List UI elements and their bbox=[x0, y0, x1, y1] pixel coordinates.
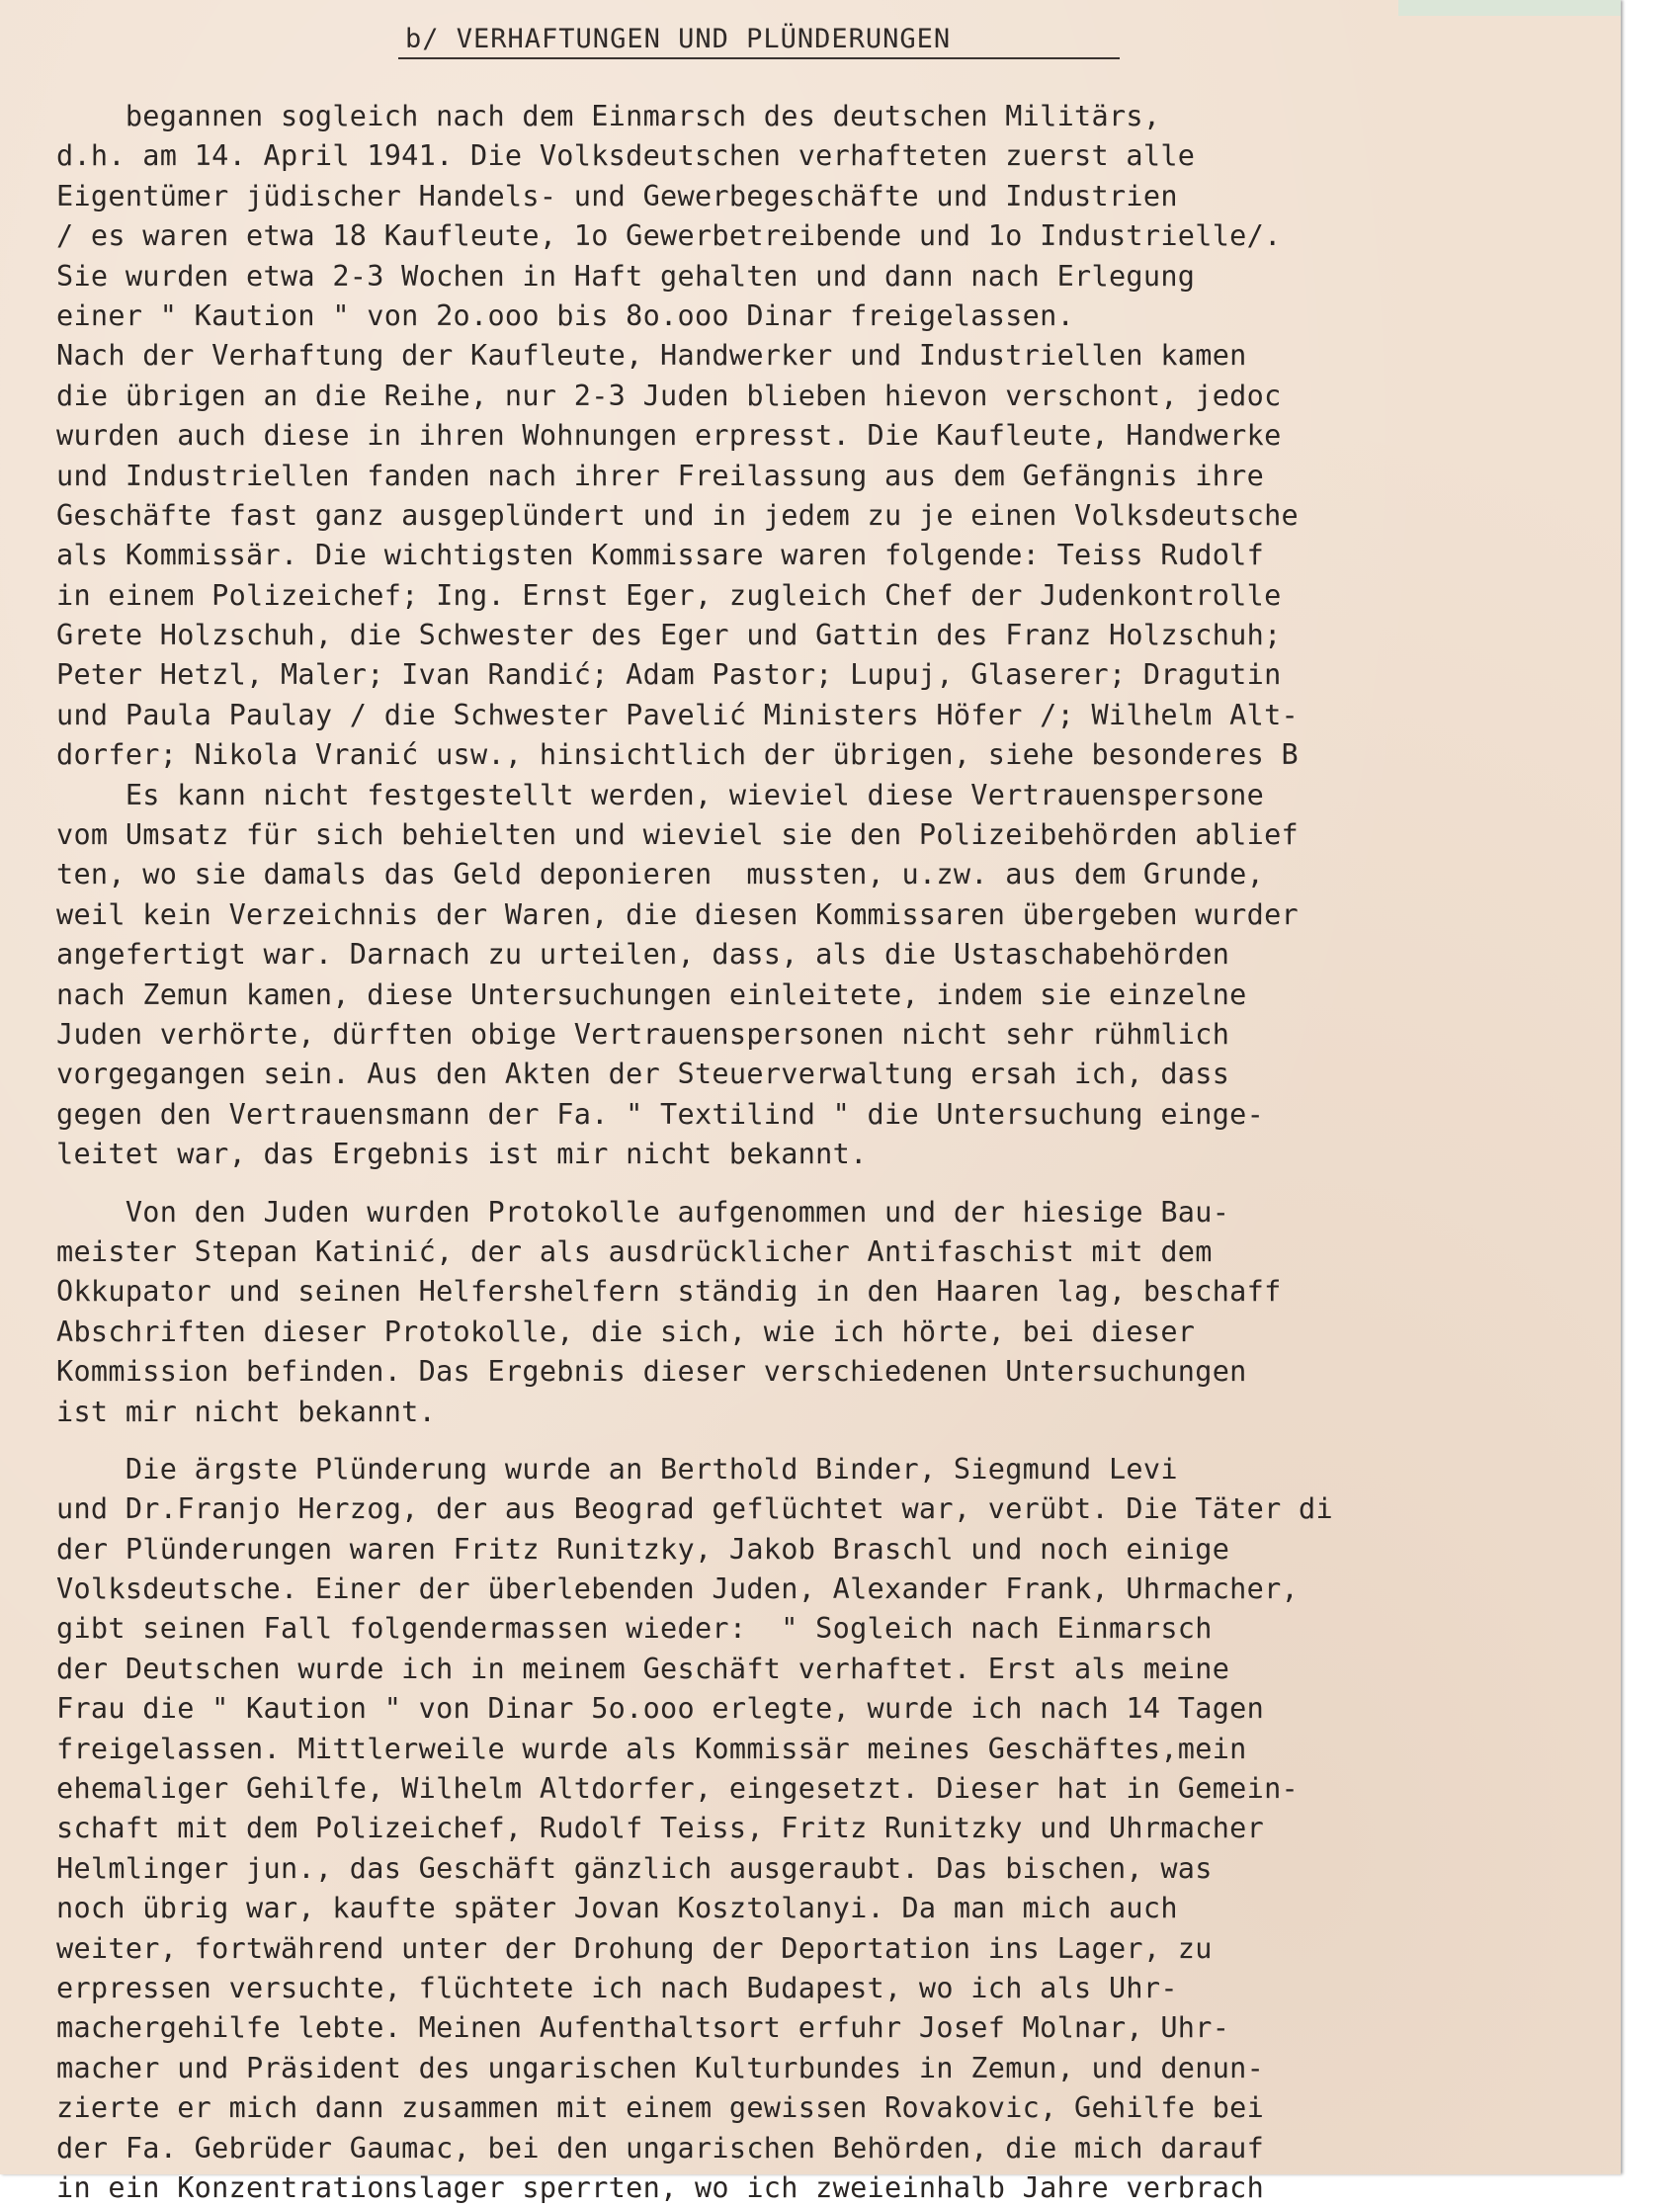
text-line: der Fa. Gebrüder Gaumac, bei den ungarischen Behörden, die mich darauf bbox=[56, 2131, 1265, 2165]
paragraph-1 bbox=[56, 97, 1608, 1175]
paper-tab-strip bbox=[1398, 0, 1621, 16]
text-line: Grete Holzschuh, die Schwester des Eger und Gattin des Franz Holzschuh; bbox=[56, 619, 1282, 652]
text-line: / es waren etwa 18 Kaufleute, 1o Gewerbetreibende und 1o Industrielle/. bbox=[56, 219, 1282, 253]
document-body bbox=[56, 97, 1608, 2208]
text-line: dorfer; Nikola Vranić usw., hinsichtlich der übrigen, siehe besonderes B bbox=[56, 738, 1300, 772]
heading-underline bbox=[398, 57, 1120, 59]
text-line: die übrigen an die Reihe, nur 2-3 Juden blieben hievon verschont, jedoc bbox=[56, 379, 1282, 412]
text-line: wurden auch diese in ihren Wohnungen erpresst. Die Kaufleute, Handwerke bbox=[56, 419, 1282, 453]
text-line: Okkupator und seinen Helfershelfern ständig in den Haaren lag, beschaff bbox=[56, 1275, 1282, 1309]
text-line: Helmlinger jun., das Geschäft gänzlich ausgeraubt. Das bischen, was bbox=[56, 1851, 1213, 1885]
text-line: weiter, fortwährend unter der Drohung der Deportation ins Lager, zu bbox=[56, 1931, 1213, 1965]
text-line: schaft mit dem Polizeichef, Rudolf Teiss, Fritz Runitzky und Uhrmacher bbox=[56, 1812, 1265, 1845]
text-line: machergehilfe lebte. Meinen Aufenthaltsort erfuhr Josef Molnar, Uhr- bbox=[56, 2011, 1230, 2045]
text-line: einer " Kaution " von 2o.ooo bis 8o.ooo Dinar freigelassen. bbox=[56, 298, 1075, 332]
text-line: Von den Juden wurden Protokolle aufgenommen und der hiesige Bau- bbox=[56, 1195, 1230, 1229]
text-line: ist mir nicht bekannt. bbox=[56, 1395, 437, 1428]
paragraph-2 bbox=[56, 1193, 1608, 1432]
text-line: Geschäfte fast ganz ausgeplündert und in jedem zu je einen Volksdeutsche bbox=[56, 498, 1300, 532]
text-line: erpressen versuchte, flüchtete ich nach Budapest, wo ich als Uhr- bbox=[56, 1971, 1178, 2004]
text-line: in einem Polizeichef; Ing. Ernst Eger, zugleich Chef der Judenkontrolle bbox=[56, 578, 1282, 612]
text-line: gegen den Vertrauensmann der Fa. " Textilind " die Untersuchung einge- bbox=[56, 1097, 1265, 1131]
text-line: ten, wo sie damals das Geld deponieren mussten, u.zw. aus dem Grunde, bbox=[56, 858, 1265, 892]
text-line: noch übrig war, kaufte später Jovan Kosztolanyi. Da man mich auch bbox=[56, 1892, 1178, 1925]
text-line: leitet war, das Ergebnis ist mir nicht bekannt. bbox=[56, 1138, 868, 1171]
text-line: Frau die " Kaution " von Dinar 5o.ooo erlegte, wurde ich nach 14 Tagen bbox=[56, 1692, 1265, 1726]
text-line: Es kann nicht festgestellt werden, wieviel diese Vertrauenspersone bbox=[56, 778, 1265, 811]
text-line: Juden verhörte, dürften obige Vertrauenspersonen nicht sehr rühmlich bbox=[56, 1017, 1230, 1051]
text-line: zierte er mich dann zusammen mit einem gewissen Rovakovic, Gehilfe bei bbox=[56, 2091, 1265, 2125]
text-line: in ein Konzentrationslager sperrten, wo ich zweieinhalb Jahre verbrach bbox=[56, 2170, 1265, 2204]
text-line: ehemaliger Gehilfe, Wilhelm Altdorfer, eingesetzt. Dieser hat in Gemein- bbox=[56, 1772, 1300, 1806]
text-line: weil kein Verzeichnis der Waren, die diesen Kommissaren übergeben wurder bbox=[56, 897, 1300, 931]
text-line: der Deutschen wurde ich in meinem Geschäft verhaftet. Erst als meine bbox=[56, 1652, 1230, 1685]
text-line: Volksdeutsche. Einer der überlebenden Juden, Alexander Frank, Uhrmacher, bbox=[56, 1572, 1300, 1606]
text-line: und Paula Paulay / die Schwester Pavelić Ministers Höfer /; Wilhelm Alt- bbox=[56, 698, 1300, 731]
text-line: und Dr.Franjo Herzog, der aus Beograd geflüchtet war, verübt. Die Täter di bbox=[56, 1492, 1333, 1526]
text-line: vom Umsatz für sich behielten und wieviel sie den Polizeibehörden ablief bbox=[56, 818, 1300, 852]
text-line: begannen sogleich nach dem Einmarsch des deutschen Militärs, bbox=[56, 100, 1161, 132]
text-line: vorgegangen sein. Aus den Akten der Steuerverwaltung ersah ich, dass bbox=[56, 1058, 1230, 1091]
text-line: und Industriellen fanden nach ihrer Freilassung aus dem Gefängnis ihre bbox=[56, 459, 1265, 492]
text-line: angefertigt war. Darnach zu urteilen, dass, als die Ustaschabehörden bbox=[56, 938, 1230, 972]
text-line: der Plünderungen waren Fritz Runitzky, Jakob Braschl und noch einige bbox=[56, 1532, 1230, 1566]
section-heading: b/ VERHAFTUNGEN UND PLÜNDERUNGEN bbox=[405, 24, 952, 54]
text-line: Peter Hetzl, Maler; Ivan Randić; Adam Pastor; Lupuj, Glaserer; Dragutin bbox=[56, 658, 1282, 692]
text-line: Kommission befinden. Das Ergebnis dieser verschiedenen Untersuchungen bbox=[56, 1355, 1247, 1389]
text-line: d.h. am 14. April 1941. Die Volksdeutschen verhafteten zuerst alle bbox=[56, 139, 1196, 173]
text-line: macher und Präsident des ungarischen Kulturbundes in Zemun, und denun- bbox=[56, 2051, 1265, 2084]
text-line: freigelassen. Mittlerweile wurde als Kommissär meines Geschäftes,mein bbox=[56, 1732, 1247, 1765]
text-line: Die ärgste Plünderung wurde an Berthold Binder, Siegmund Levi bbox=[56, 1452, 1178, 1486]
text-line: als Kommissär. Die wichtigsten Kommissare waren folgende: Teiss Rudolf bbox=[56, 539, 1265, 572]
text-line: Sie wurden etwa 2-3 Wochen in Haft gehalten und dann nach Erlegung bbox=[56, 259, 1196, 293]
text-line: Abschriften dieser Protokolle, die sich, wie ich hörte, bei dieser bbox=[56, 1315, 1196, 1348]
text-line: Nach der Verhaftung der Kaufleute, Handwerker und Industriellen kamen bbox=[56, 339, 1247, 373]
text-line: nach Zemun kamen, diese Untersuchungen einleitete, indem sie einzelne bbox=[56, 977, 1247, 1011]
paragraph-3 bbox=[56, 1450, 1608, 2208]
text-line: gibt seinen Fall folgendermassen wieder: " Sogleich nach Einmarsch bbox=[56, 1612, 1213, 1646]
text-line: meister Stepan Katinić, der als ausdrücklicher Antifaschist mit dem bbox=[56, 1234, 1213, 1268]
text-line: Eigentümer jüdischer Handels- und Gewerbegeschäfte und Industrien bbox=[56, 179, 1178, 212]
